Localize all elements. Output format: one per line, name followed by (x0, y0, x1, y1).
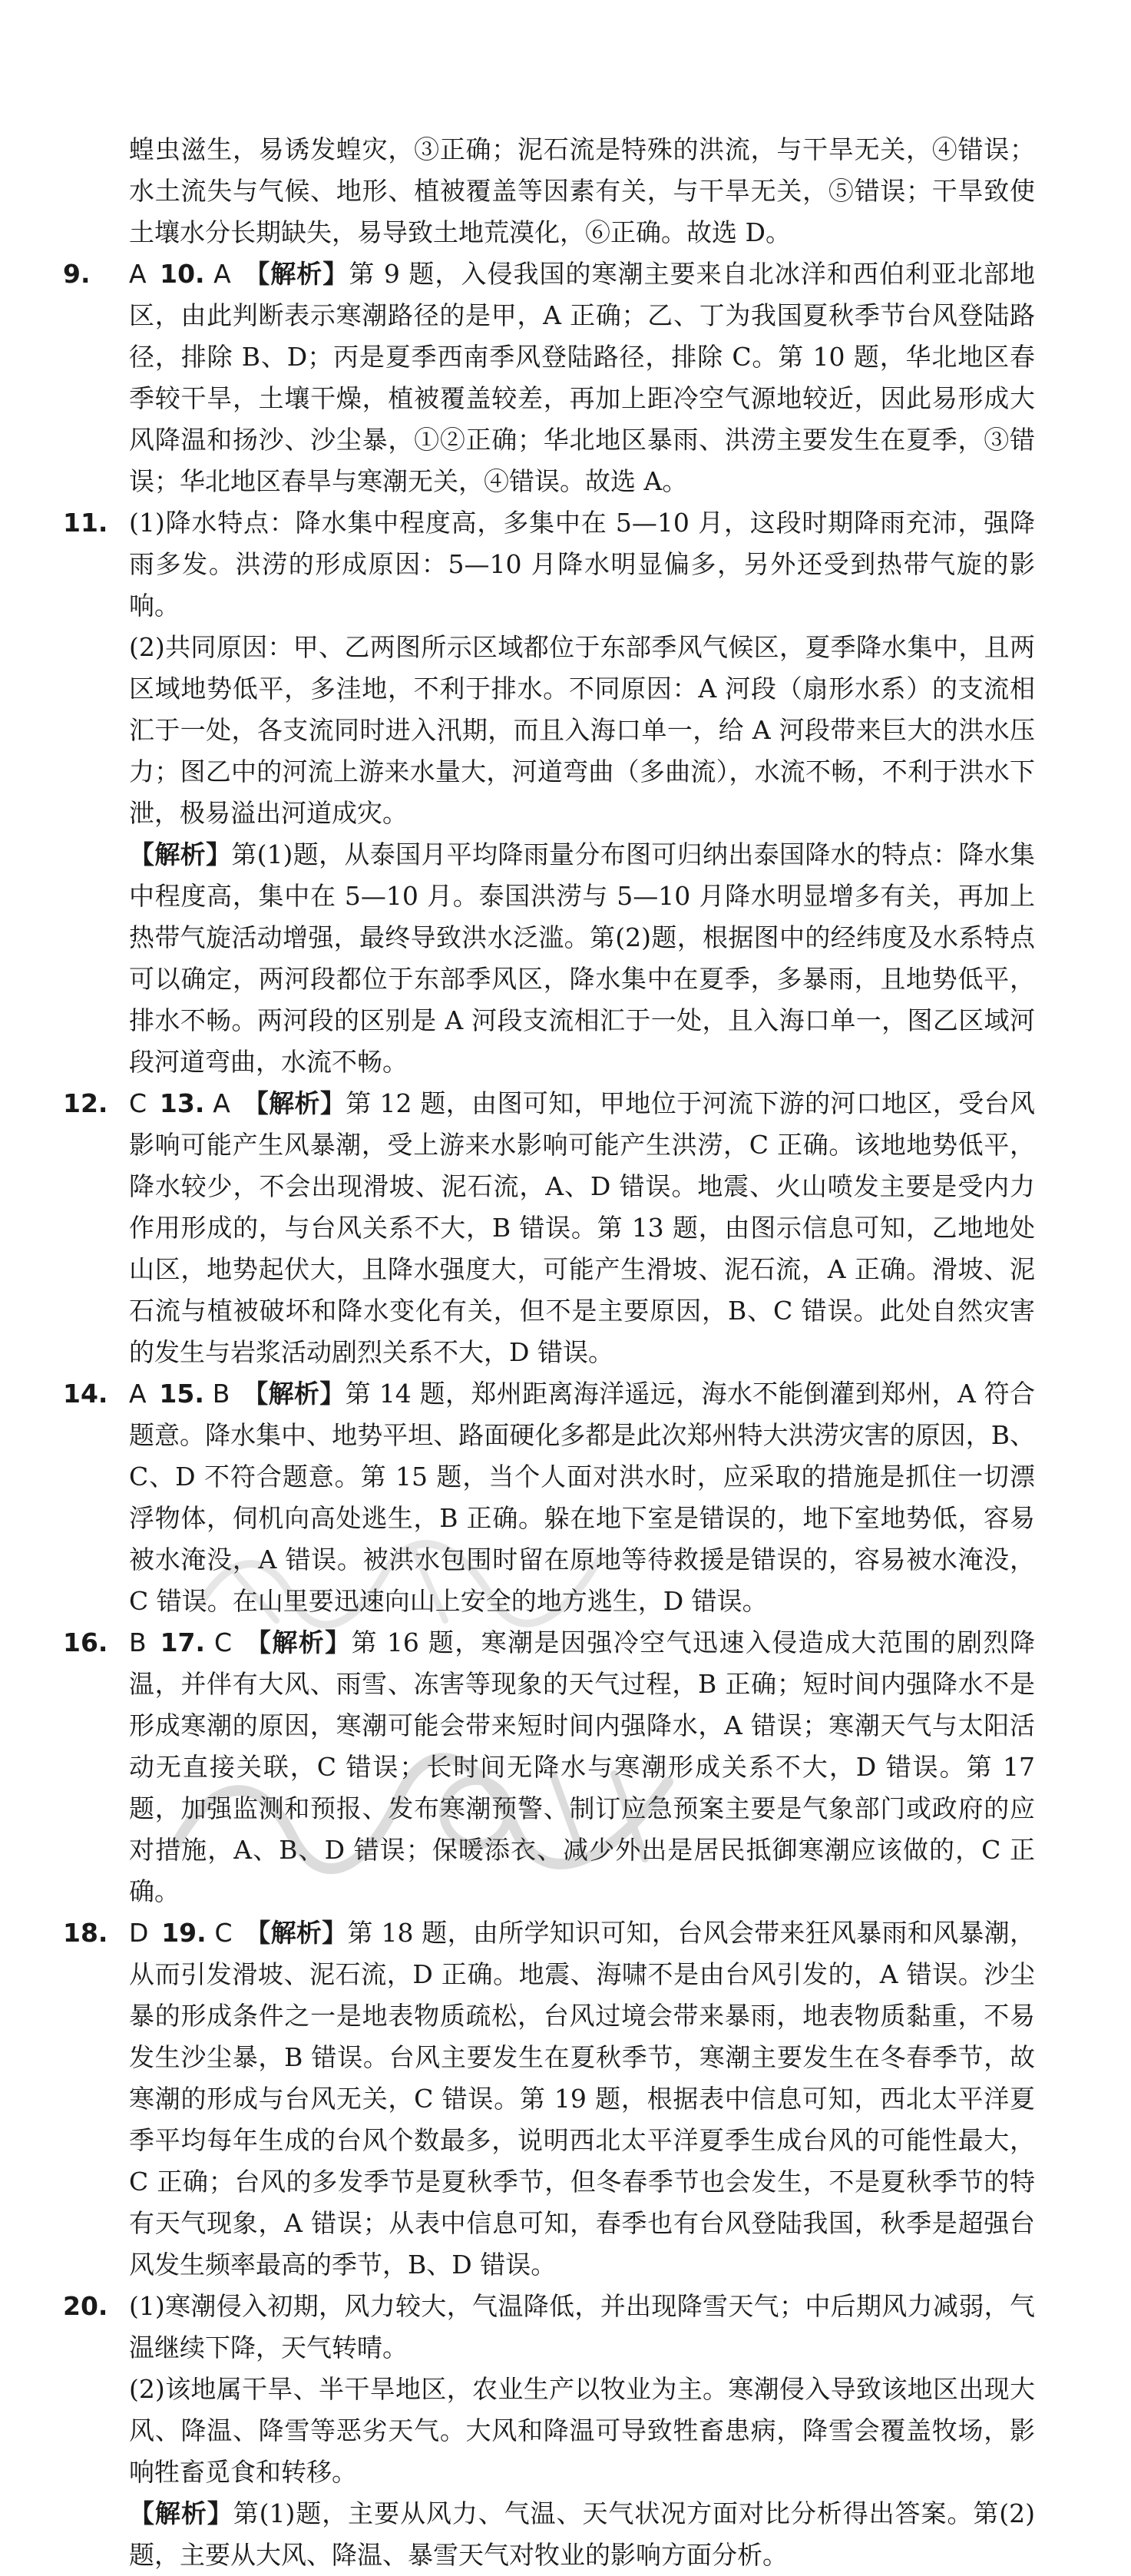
question-number-2: 10. (160, 259, 205, 289)
question-number-2: 13. (159, 1088, 205, 1118)
question-number: 11. (63, 508, 108, 538)
answer-letter-2: C (214, 1918, 233, 1948)
answer-letter-2: B (212, 1379, 230, 1409)
analysis-tag: 【解析】 (245, 1627, 352, 1657)
intro-text: 蝗虫滋生，易诱发蝗灾，③正确；泥石流是特殊的洪流，与干旱无关，④错误；水土流失与气候、地形、植被覆盖等因素有关，与干旱无关，⑤错误；干旱致使土壤水分长期缺失，易导致土地荒漠化，⑥正确。故选 D。 (129, 134, 1035, 247)
analysis-text: 第 16 题，寒潮是因强冷空气迅速入侵造成大范围的剧烈降温，并伴有大风、雨雪、冻害等现象的天气过程，B 正确；短时间内强降水不是形成寒潮的原因，寒潮可能会带来短时间内强降水，A 错误；寒潮天气与太阳活动无直接关联，C 错误；长时间无降水与寒潮形成关系不大，D 错误。第 17 题，加强监测和预报、发布寒潮预警、制订应急预案主要是气象部门或政府的应对措施，A、B、D 错误；保暖添衣、减少外出是居民抵御寒潮应该做的，C 正确。 (129, 1627, 1036, 1906)
answer-part-1: (1)寒潮侵入初期，风力较大，气温降低，并出现降雪天气；中后期风力减弱，气温继续下降，天气转晴。 (129, 2291, 1035, 2362)
question-11 (63, 502, 1035, 1083)
analysis-text: 第 14 题，郑州距离海洋遥远，海水不能倒灌到郑州，A 符合题意。降水集中、地势平坦、路面硬化多都是此次郑州特大洪涝灾害的原因，B、C、D 不符合题意。第 15 题，当个人面对洪水时，应采取的措施是抓住一切漂浮物体，伺机向高处逃生，B 正确。躲在地下室是错误的，地下室地势低，容易被水淹没，A 错误。被洪水包围时留在原地等待救援是错误的，容易被水淹没，C 错误。在山里要迅速向山上安全的地方逃生，D 错误。 (129, 1379, 1035, 1616)
analysis-text: 第(1)题，主要从风力、气温、天气状况方面对比分析得出答案。第(2)题，主要从大风、降温、暴雪天气对牧业的影响方面分析。 (129, 2498, 1035, 2570)
answer-letter: C (129, 1088, 147, 1118)
analysis-text: 第(1)题，从泰国月平均降雨量分布图可归纳出泰国降水的特点：降水集中程度高，集中在 5—10 月。泰国洪涝与 5—10 月降水明显增多有关，再加上热带气旋活动增强，最终导致洪水泛滥。第(2)题，根据图中的经纬度及水系特点可以确定，两河段都位于东部季风区，降水集中在夏季，多暴雨，且地势低平，排水不畅。两河段的区别是 A 河段支流相汇于一处，且入海口单一，图乙区域河段河道弯曲，水流不畅。 (129, 839, 1035, 1077)
answer-part-1: (1)降水特点：降水集中程度高，多集中在 5—10 月，这段时期降雨充沛，强降雨多发。洪涝的形成原因：5—10 月降水明显偏多，另外还受到热带气旋的影响。 (129, 508, 1035, 621)
analysis-text: 第 12 题，由图可知，甲地位于河流下游的河口地区，受台风影响可能产生风暴潮，受上游来水影响可能产生洪涝，C 正确。该地地势低平，降水较少，不会出现滑坡、泥石流，A、D 错误。地震、火山喷发主要是受内力作用形成的，与台风关系不大，B 错误。第 13 题，由图示信息可知，乙地地处山区，地势起伏大，且降水强度大，可能产生滑坡、泥石流，A 正确。滑坡、泥石流与植被破坏和降水变化有关，但不是主要原因，B、C 错误。此处自然灾害的发生与岩浆活动剧烈关系不大，D 错误。 (129, 1088, 1035, 1367)
answer-letter-2: A (213, 259, 231, 289)
question-14-15 (63, 1373, 1035, 1622)
answer-letter: B (129, 1627, 147, 1657)
answer-page (63, 129, 1036, 2576)
answer-letter-2: A (213, 1088, 230, 1118)
answer-letter: D (129, 1918, 149, 1948)
question-18-19 (63, 1912, 1035, 2286)
answer-letter: A (129, 259, 147, 289)
analysis-tag: 【解析】 (243, 1379, 346, 1409)
question-16-17 (63, 1622, 1036, 1912)
question-number: 20. (63, 2291, 108, 2321)
answer-letter: A (129, 1379, 147, 1409)
analysis-text: 第 9 题，入侵我国的寒潮主要来自北冰洋和西伯利亚北部地区，由此判断表示寒潮路径的是甲，A 正确；乙、丁为我国夏秋季节台风登陆路径，排除 B、D；丙是夏季西南季风登陆路径，排除 C。第 10 题，华北地区春季较干旱，土壤干燥，植被覆盖较差，再加上距冷空气源地较近，因此易形成大风降温和扬沙、沙尘暴，①②正确；华北地区暴雨、洪涝主要发生在夏季，③错误；华北地区春旱与寒潮无关，④错误。故选 A。 (129, 259, 1036, 496)
question-number: 18. (63, 1918, 108, 1948)
question-number-2: 15. (159, 1379, 204, 1409)
question-20 (63, 2286, 1035, 2576)
question-9-10 (63, 253, 1036, 502)
intro-paragraph (129, 129, 1035, 253)
answer-part-2: (2)该地属干旱、半干旱地区，农业生产以牧业为主。寒潮侵入导致该地区出现大风、降温、降雪等恶劣天气。大风和降温可导致牲畜患病，降雪会覆盖牧场，影响牲畜觅食和转移。 (129, 2374, 1035, 2487)
question-number: 12. (63, 1088, 108, 1118)
question-number-2: 19. (161, 1918, 207, 1948)
answer-letter-2: C (213, 1627, 232, 1657)
question-number-2: 17. (160, 1627, 206, 1657)
question-number: 16. (63, 1627, 108, 1657)
analysis-tag: 【解析】 (244, 259, 349, 289)
analysis-text: 第 18 题，由所学知识可知，台风会带来狂风暴雨和风暴潮，从而引发滑坡、泥石流，D 正确。地震、海啸不是由台风引发的，A 错误。沙尘暴的形成条件之一是地表物质疏松，台风过境会带来暴雨，地表物质黏重，不易发生沙尘暴，B 错误。台风主要发生在夏秋季节，寒潮主要发生在冬春季节，故寒潮的形成与台风无关，C 错误。第 19 题，根据表中信息可知，西北太平洋夏季平均每年生成的台风个数最多，说明西北太平洋夏季生成台风的可能性最大，C 正确；台风的多发季节是夏秋季节，但冬春季节也会发生，不是夏秋季节的特有天气现象，A 错误；从表中信息可知，春季也有台风登陆我国，秋季是超强台风发生频率最高的季节，B、D 错误。 (129, 1918, 1035, 2280)
analysis-tag: 【解析】 (245, 1918, 348, 1948)
analysis-tag: 【解析】 (129, 2498, 233, 2528)
analysis-tag: 【解析】 (129, 839, 232, 869)
question-12-13 (63, 1083, 1035, 1373)
question-number: 14. (63, 1379, 108, 1409)
answer-part-2: (2)共同原因：甲、乙两图所示区域都位于东部季风气候区，夏季降水集中，且两区域地势低平，多洼地，不利于排水。不同原因：A 河段（扇形水系）的支流相汇于一处，各支流同时进入汛期，而且入海口单一，给 A 河段带来巨大的洪水压力；图乙中的河流上游来水量大，河道弯曲（多曲流），水流不畅，不利于洪水下泄，极易溢出河道成灾。 (129, 632, 1035, 828)
question-number: 9. (63, 259, 91, 289)
analysis-tag: 【解析】 (243, 1088, 346, 1118)
